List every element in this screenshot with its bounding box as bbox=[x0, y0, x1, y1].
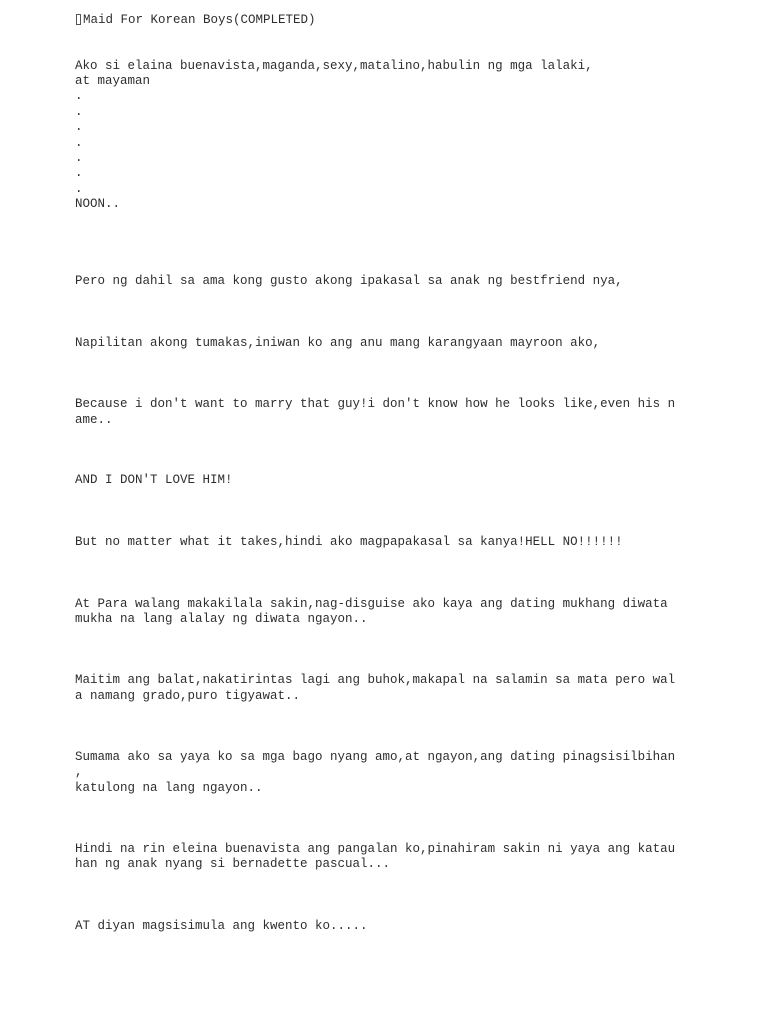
text-line: Ako si elaina buenavista,maganda,sexy,matalino,habulin ng mga lalaki, bbox=[75, 59, 593, 73]
text-line: ame.. bbox=[75, 413, 113, 427]
document-title: Maid For Korean Boys(COMPLETED) bbox=[83, 13, 316, 27]
text-line: Hindi na rin eleina buenavista ang pangalan ko,pinahiram sakin ni yaya ang katau bbox=[75, 842, 676, 856]
text-line: a namang grado,puro tigyawat.. bbox=[75, 689, 301, 703]
text-line: . bbox=[75, 105, 83, 119]
text-line: NOON.. bbox=[75, 197, 121, 211]
text-line: Napilitan akong tumakas,iniwan ko ang anu mang karangyaan mayroon ako, bbox=[75, 336, 601, 350]
text-line: mukha na lang alalay ng diwata ngayon.. bbox=[75, 612, 368, 626]
text-line: Pero ng dahil sa ama kong gusto akong ipakasal sa anak ng bestfriend nya, bbox=[75, 274, 623, 288]
text-line: At Para walang makakilala sakin,nag-disguise ako kaya ang dating mukhang diwata bbox=[75, 597, 668, 611]
text-line: at mayaman bbox=[75, 74, 151, 88]
text-line: , bbox=[75, 765, 83, 779]
text-line: . bbox=[75, 151, 83, 165]
text-line: AT diyan magsisimula ang kwento ko..... bbox=[75, 919, 368, 933]
text-line: . bbox=[75, 120, 83, 134]
text-line: . bbox=[75, 182, 83, 196]
text-line: han ng anak nyang si bernadette pascual... bbox=[75, 857, 391, 871]
text-line: . bbox=[75, 136, 83, 150]
text-line: Because i don't want to marry that guy!i don't know how he looks like,even his n bbox=[75, 397, 676, 411]
text-line: . bbox=[75, 89, 83, 103]
text-line: Sumama ako sa yaya ko sa mga bago nyang amo,at ngayon,ang dating pinagsisilbihan bbox=[75, 750, 676, 764]
text-line: AND I DON'T LOVE HIM! bbox=[75, 473, 233, 487]
text-line: Maitim ang balat,nakatirintas lagi ang buhok,makapal na salamin sa mata pero wal bbox=[75, 673, 676, 687]
missing-glyph-box-icon bbox=[76, 14, 81, 25]
text-line: . bbox=[75, 166, 83, 180]
text-line: But no matter what it takes,hindi ako magpapakasal sa kanya!HELL NO!!!!!! bbox=[75, 535, 623, 549]
text-line: katulong na lang ngayon.. bbox=[75, 781, 263, 795]
